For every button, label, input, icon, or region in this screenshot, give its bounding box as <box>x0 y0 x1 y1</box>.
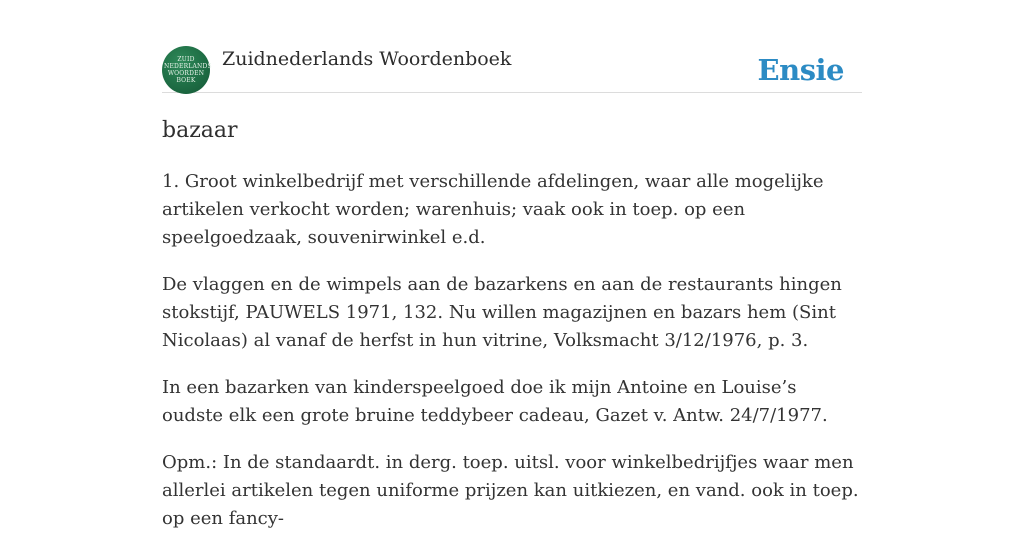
logo-line: BOEK <box>176 77 196 84</box>
remark-paragraph: Opm.: In de standaardt. in derg. toep. uitsl. voor winkelbedrijfjes waar men allerlei artikelen tegen uniforme prijzen kan uitkiezen, en vand. ook in toep. op een fancy- <box>162 452 859 529</box>
dictionary-logo[interactable] <box>162 46 210 94</box>
logo-line: WOORDEN <box>167 70 205 77</box>
dictionary-title-link[interactable]: Zuidnederlands Woordenboek <box>222 48 512 70</box>
definition-paragraph: 1. Groot winkelbedrijf met verschillende afdelingen, waar alle mogelijke artikelen verkocht worden; warenhuis; vaak ook in toep. op een speelgoedzaak, souvenirwinkel e.d. <box>162 171 824 248</box>
citation-paragraph: De vlaggen en de wimpels aan de bazarkens en aan de restaurants hingen stokstijf, PAUWELS 1971, 132. Nu willen magazijnen en bazars hem (Sint Nicolaas) al vanaf de herfst in hun vitrine, Volksmacht 3/12/1976, p. 3. <box>162 274 842 351</box>
ensie-brand-link[interactable]: Ensie <box>757 53 844 87</box>
logo-lettering <box>164 56 212 84</box>
site-header <box>162 46 862 93</box>
logo-line: NEDERLANDS <box>164 63 212 70</box>
citation-paragraph: In een bazarken van kinderspeelgoed doe ik mijn Antoine en Louise’s oudste elk een grote bruine teddybeer cadeau, Gazet v. Antw. 24/7/1977. <box>162 377 828 426</box>
entry-definition <box>162 168 862 552</box>
logo-line: ZUID <box>177 56 195 63</box>
entry-title: bazaar <box>162 118 238 143</box>
